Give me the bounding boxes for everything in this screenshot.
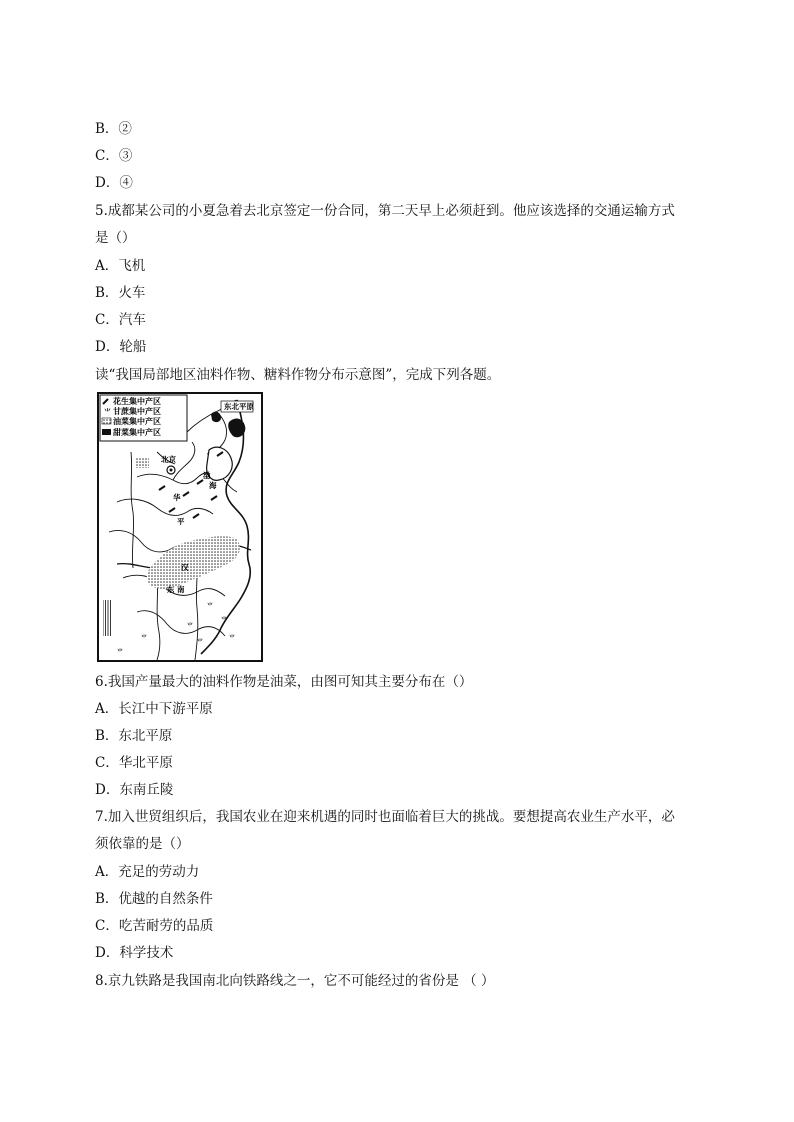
option-d: D．轮船 [95, 339, 147, 355]
svg-text:⺌: ⺌ [221, 617, 228, 624]
sugarcane-area-west [103, 600, 111, 636]
label-wuhan: 汉 [181, 563, 189, 572]
legend-label: 甘蔗集中产区 [113, 407, 161, 416]
option-c: C．汽车 [95, 312, 146, 328]
option-a: A．长江中下游平原 [95, 701, 213, 717]
question-7-stem-cont: 须依靠的是（） [95, 836, 190, 852]
option-d: D．东南丘陵 [95, 782, 174, 798]
svg-text:⺌: ⺌ [141, 635, 148, 642]
option-b: B．优越的自然条件 [95, 891, 213, 907]
option-b: B．② [95, 121, 132, 137]
option-b: B．火车 [95, 285, 146, 301]
question-8-stem: 8.京九铁路是我国南北向铁路线之一，它不可能经过的省份是 （ ） [95, 973, 495, 989]
crop-distribution-map [97, 392, 263, 662]
label-nan: 南 [177, 585, 185, 594]
label-huabei-hua: 华 [173, 493, 181, 502]
option-a: A．充足的劳动力 [95, 864, 200, 880]
option-c: C．华北平原 [95, 755, 173, 771]
option-c: C．吃苦耐劳的品质 [95, 918, 214, 934]
svg-text:⺌: ⺌ [104, 408, 111, 416]
reading-intro: 读“我国局部地区油料作物、糖料作物分布示意图”，完成下列各题。 [95, 367, 501, 383]
map-legend [100, 395, 187, 441]
legend-label: 花生集中产区 [113, 397, 161, 406]
legend-label: 甜菜集中产区 [113, 428, 161, 437]
question-6-stem: 6.我国产量最大的油料作物是油菜，由图可知其主要分布在（） [95, 674, 473, 690]
label-bohai: 渤 [203, 471, 211, 480]
question-5-stem: 5.成都某公司的小夏急着去北京签定一份合同，第二天早上必须赶到。他应该选择的交通运输方式 [95, 203, 675, 219]
label-northeast-plain: 东北平原 [224, 402, 254, 411]
question-7-stem: 7.加入世贸组织后，我国农业在迎来机遇的同时也面临着巨大的挑战。要想提高农业生产水平，必 [95, 809, 675, 825]
label-hai: 海 [209, 481, 217, 490]
label-beijing: 北京 [161, 455, 176, 464]
svg-text:⺌: ⺌ [187, 623, 194, 630]
option-c: C．③ [95, 148, 133, 164]
legend-sugarcane [104, 406, 161, 416]
option-d: D．④ [95, 175, 133, 191]
option-d: D．科学技术 [95, 945, 174, 961]
svg-text:⺌: ⺌ [197, 639, 204, 646]
option-b: B．东北平原 [95, 728, 173, 744]
option-a: A．飞机 [95, 258, 146, 274]
svg-text:⺌: ⺌ [117, 649, 124, 656]
label-huabei-ping: 平 [177, 517, 185, 526]
rapeseed-area-north [135, 458, 149, 468]
label-dongnan: 东 [167, 585, 175, 594]
question-5-stem-cont: 是（） [95, 230, 136, 246]
svg-text:⺌: ⺌ [207, 603, 214, 610]
svg-text:⺌: ⺌ [229, 635, 236, 642]
legend-label: 油菜集中产区 [113, 417, 161, 426]
